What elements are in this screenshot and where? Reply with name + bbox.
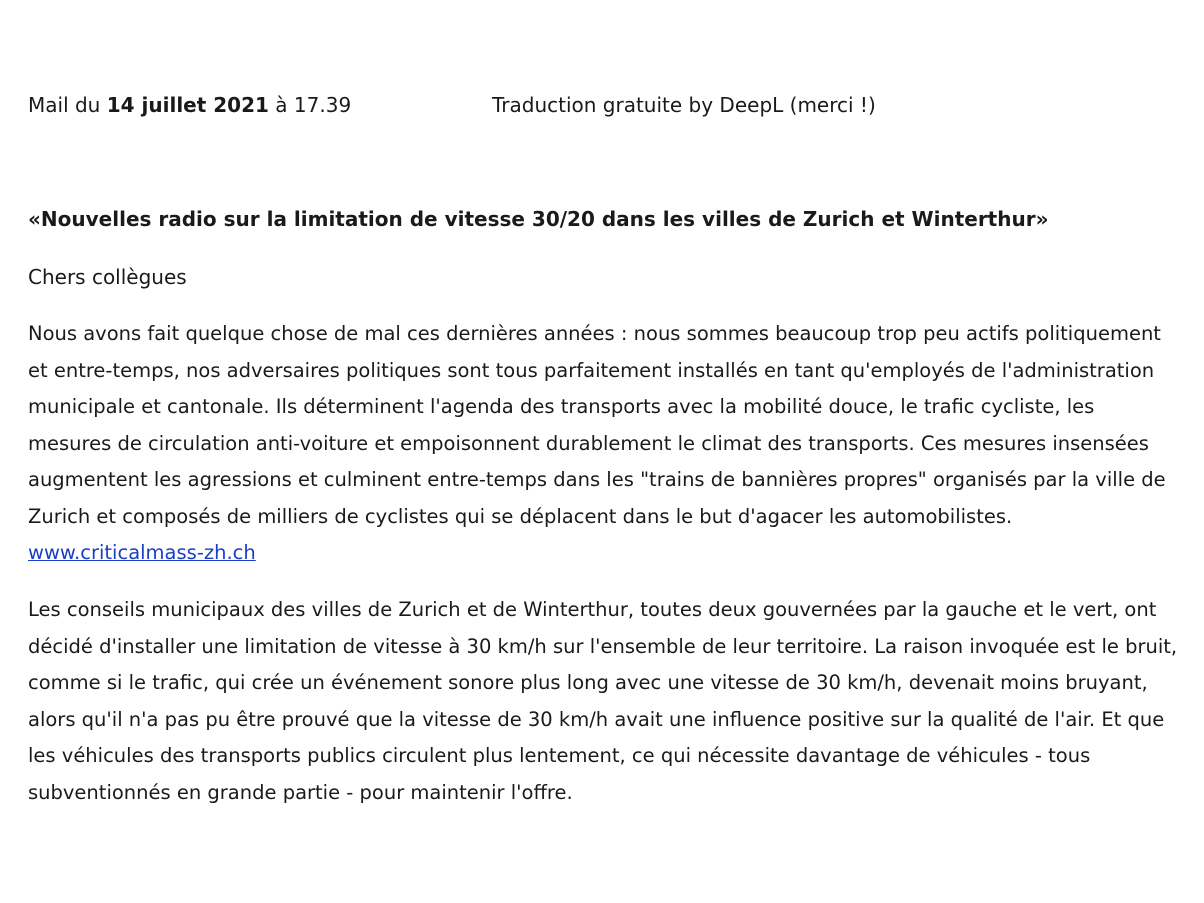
paragraph-1-text: Nous avons fait quelque chose de mal ces dernières années : nous sommes beaucoup trop peu actifs politiquement et entre-temps, nos adversaires politiques sont tous parfaitement installés en tant qu'employés de l'administration municipale et cantonale. Ils déterminent l'agenda des transports avec la mobilité douce, le trafic cycliste, les mesures de circulation anti-voiture et empoisonnent durablement le climat des transports. Ces mesures insensées augmentent les agressions et culminent entre-temps dans les "trains de bannières propres" organisés par la ville de Zurich et composés de milliers de cyclistes qui se déplacent dans le but d'agacer les automobilistes.	[28, 322, 1166, 528]
mail-prefix: Mail du	[28, 93, 101, 117]
document-title: «Nouvelles radio sur la limitation de vitesse 30/20 dans les villes de Zurich et Winterthur»	[28, 207, 1049, 231]
translation-note: Traduction gratuite by DeepL (merci !)	[492, 93, 876, 117]
mail-date: 14 juillet 2021	[106, 93, 269, 117]
mail-time: à 17.39	[275, 93, 352, 117]
paragraph-2: Les conseils municipaux des villes de Zurich et de Winterthur, toutes deux gouvernées par la gauche et le vert, ont décidé d'installer une limitation de vitesse à 30 km/h sur l'ensemble de leur territoire. La raison invoquée est le bruit, comme si le trafic, qui crée un événement sonore plus long avec une vitesse de 30 km/h, devenait moins bruyant, alors qu'il n'a pas pu être prouvé que la vitesse de 30 km/h avait une influence positive sur la qualité de l'air. Et que les véhicules des transports publics circulent plus lentement, ce qui nécessite davantage de véhicules - tous subventionnés en grande partie - pour maintenir l'offre.	[28, 598, 1178, 804]
critical-mass-link[interactable]: www.criticalmass-zh.ch	[28, 541, 256, 564]
mail-date-line	[28, 91, 351, 119]
greeting: Chers collègues	[28, 265, 187, 289]
paragraph-1	[28, 316, 1178, 572]
